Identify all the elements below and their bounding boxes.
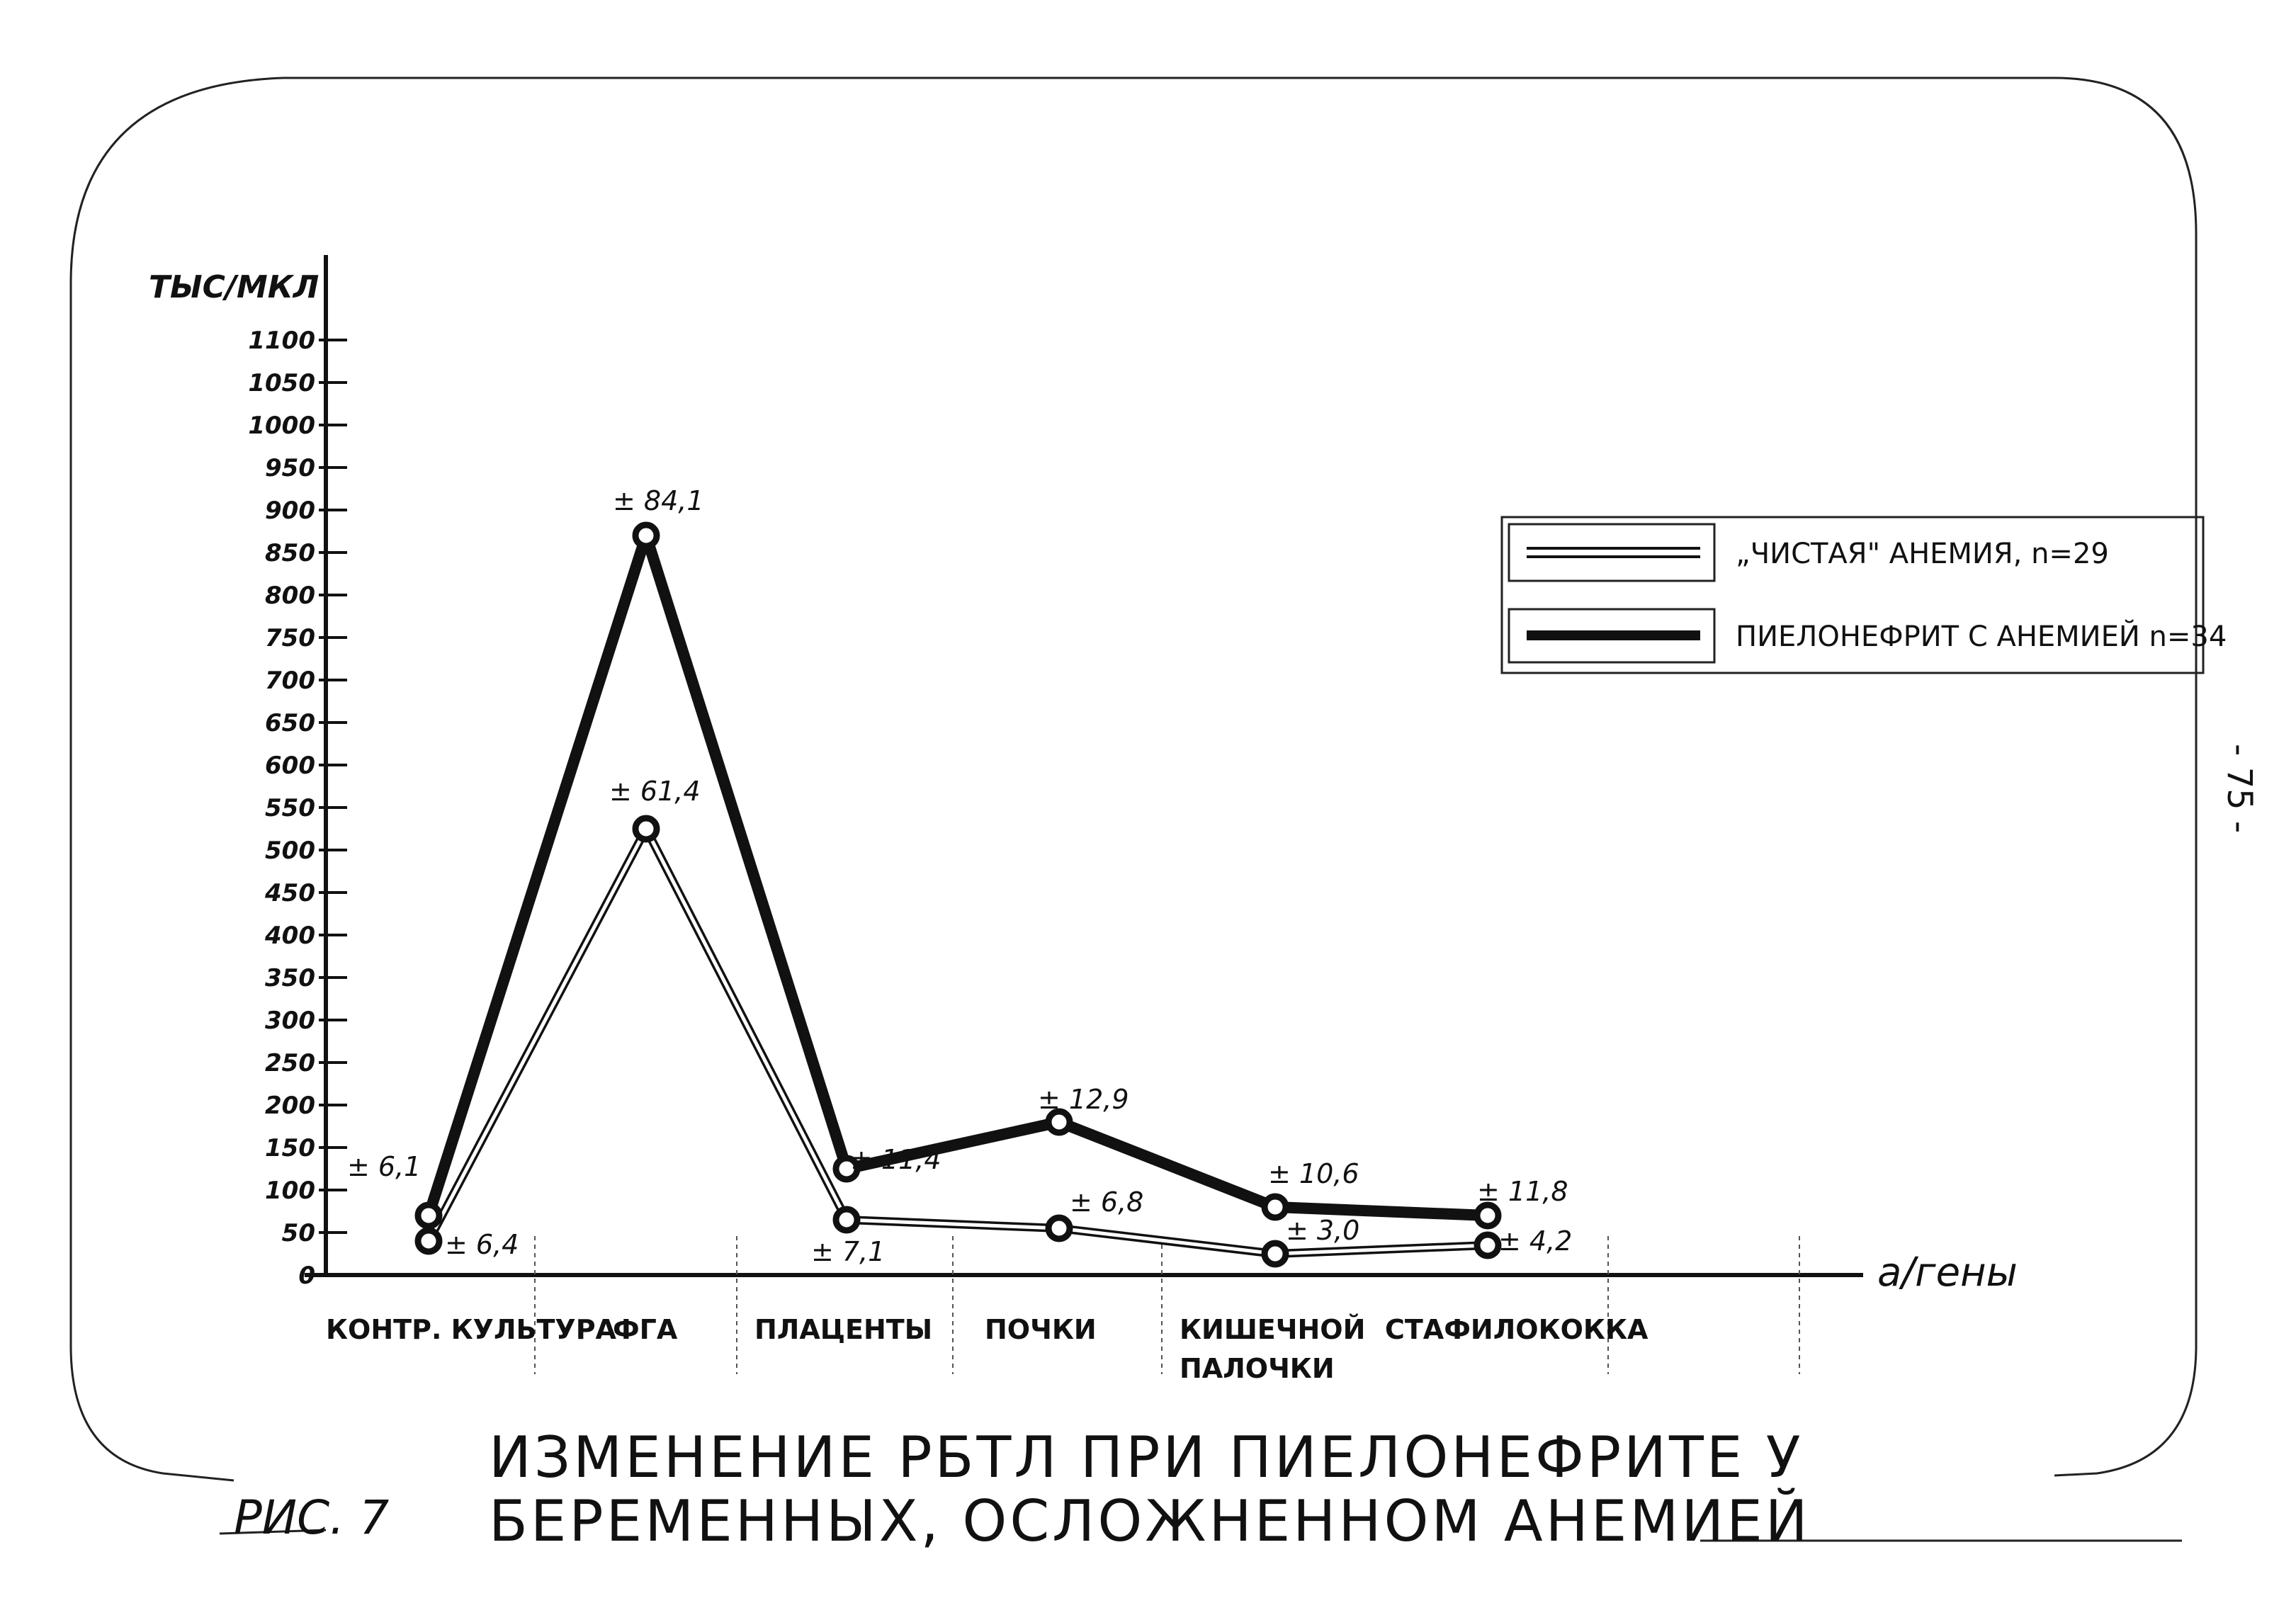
chart-title-line-1: ИЗМЕНЕНИЕ РБТЛ ПРИ ПИЕЛОНЕФРИТЕ У [489,1424,1804,1490]
y-tick-label: 50 [281,1219,315,1247]
error-label-0: ± 4,2 [1498,1225,1573,1257]
y-tick-label: 300 [265,1007,315,1035]
series-point-1 [1477,1205,1498,1226]
series-point-1 [1265,1196,1286,1218]
error-label-0: ± 6,8 [1070,1186,1144,1218]
chart-title-line-2: БЕРЕМЕННЫХ, ОСЛОЖНЕННОМ АНЕМИЕЙ [489,1488,1811,1554]
series-point-0 [635,818,657,839]
series-line-1 [429,536,1488,1216]
series-point-0 [418,1230,439,1252]
y-tick-label: 400 [265,922,315,950]
series-point-0 [1048,1218,1070,1239]
series-point-0 [1265,1243,1286,1264]
error-label-0: ± 7,1 [811,1236,886,1267]
y-tick-label: 550 [265,794,315,822]
y-tick-label: 700 [265,667,315,695]
page-number: - 75 - [2219,744,2259,834]
y-tick-label: 650 [265,709,315,737]
legend-label-1: „ЧИСТАЯ" АНЕМИЯ, n=29 [1736,538,2109,570]
error-label-0: ± 3,0 [1286,1215,1360,1246]
legend-box-1 [1509,524,1714,581]
y-tick-label: 800 [265,582,315,610]
error-label-1: ± 10,6 [1268,1158,1359,1189]
y-tick-label: 500 [265,837,315,865]
x-axis-label: а/гены [1877,1250,2018,1296]
y-tick-label: 250 [265,1049,315,1077]
y-tick-label: 900 [265,497,315,525]
y-tick-label: 600 [265,752,315,780]
x-category-label: ПОЧКИ [985,1314,1097,1345]
y-axis-label: ТЫС/МКЛ [149,269,319,305]
legend-label-2: ПИЕЛОНЕФРИТ С АНЕМИЕЙ n=34 [1736,621,2227,653]
y-tick-label: 0 [298,1262,315,1290]
error-labels [347,485,1572,1267]
x-category-label: ПАЛОЧКИ [1180,1353,1335,1384]
series-point-0 [836,1209,857,1230]
series-layer [418,525,1498,1264]
y-tick-label: 1050 [248,369,315,397]
x-category-label: СТАФИЛОКОККА [1385,1314,1649,1345]
x-category-label: КИШЕЧНОЙ [1180,1314,1366,1345]
x-category-labels [326,1314,1649,1384]
y-tick-label: 950 [265,454,315,482]
error-label-1: ± 11,8 [1477,1176,1568,1207]
y-tick-label: 150 [265,1134,315,1162]
y-tick-label: 1000 [248,412,315,440]
y-tick-label: 850 [265,539,315,567]
legend [1502,517,2227,673]
error-label-1: ± 6,1 [347,1151,422,1182]
x-category-label: КОНТР. КУЛЬТУРА [326,1314,616,1345]
series-point-0 [1477,1235,1498,1256]
error-label-1: ± 84,1 [613,485,704,516]
series-point-1 [418,1205,439,1226]
error-label-0: ± 6,4 [445,1229,519,1260]
series-line-inner-0 [429,829,1488,1254]
x-category-label: ФГА [613,1314,678,1345]
series-line-0 [429,829,1488,1254]
error-label-1: ± 12,9 [1038,1084,1129,1115]
figure-label: РИС. 7 [234,1490,390,1545]
series-point-1 [635,525,657,546]
y-tick-label: 100 [265,1177,315,1205]
category-separators [535,1236,1799,1374]
y-tick-label: 750 [265,624,315,652]
y-tick-label: 450 [265,879,315,907]
y-tick-label: 350 [265,964,315,992]
error-label-1: ± 11,4 [850,1144,941,1175]
error-label-0: ± 61,4 [609,776,701,807]
x-category-label: ПЛАЦЕНТЫ [754,1314,933,1345]
y-tick-label: 200 [265,1092,315,1120]
y-ticks [248,327,347,1290]
y-tick-label: 1100 [248,327,315,355]
